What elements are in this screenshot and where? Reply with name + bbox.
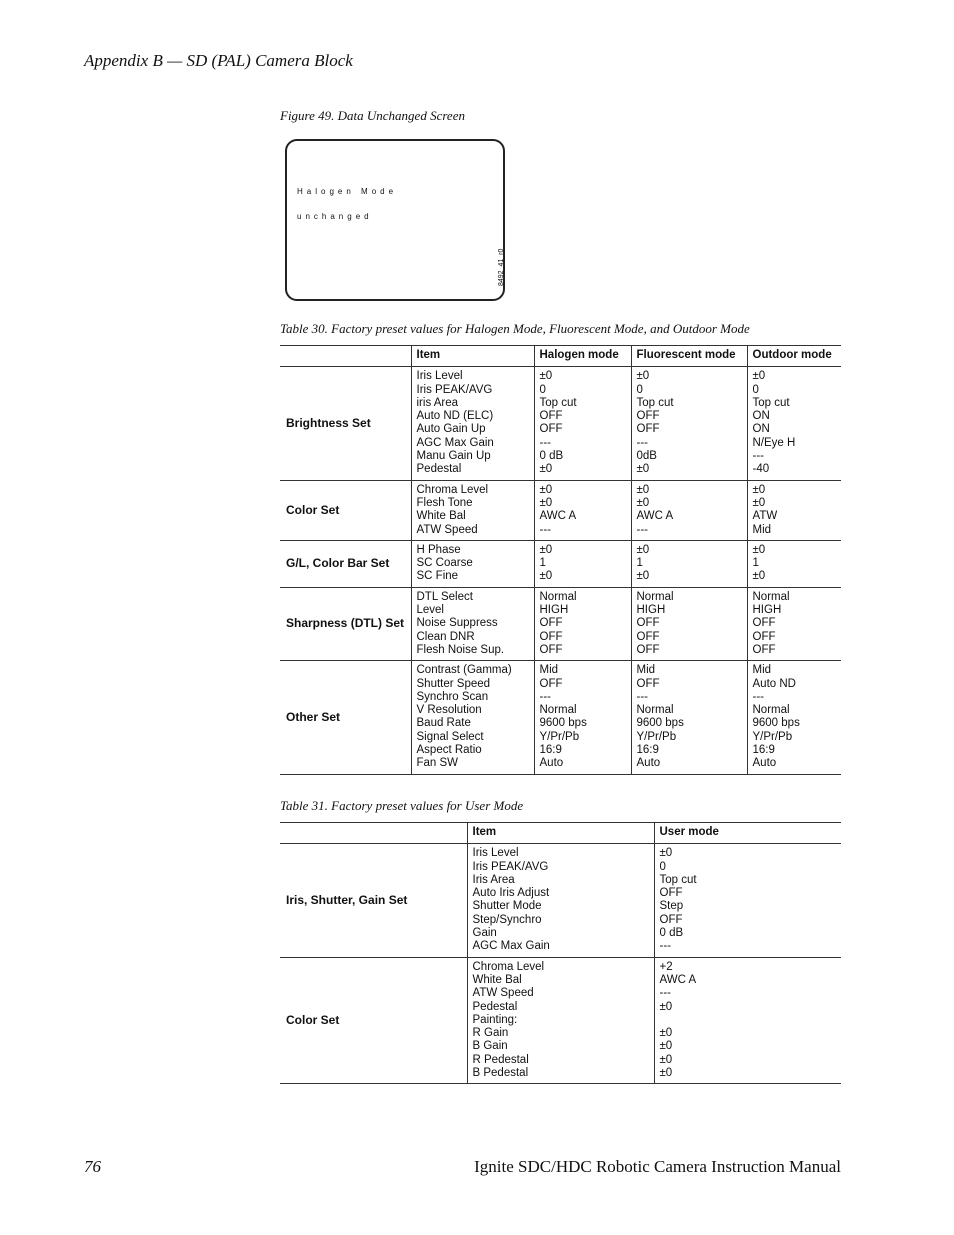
fluorescent-values: ±0 0 Top cut OFF OFF --- 0dB ±0	[631, 367, 747, 480]
screen-mode-text: Halogen Mode	[297, 187, 398, 196]
outdoor-values: ±0 0 Top cut ON ON N/Eye H --- -40	[747, 367, 841, 480]
halogen-values: Mid OFF --- Normal 9600 bps Y/Pr/Pb 16:9 Auto	[534, 661, 631, 774]
screen-status-text: unchanged	[297, 212, 373, 221]
header-cell: Halogen mode	[534, 346, 631, 367]
row-group-label: Iris, Shutter, Gain Set	[286, 892, 408, 907]
user-values: +2 AWC A --- ±0 ±0 ±0 ±0 ±0	[654, 957, 841, 1084]
table-row	[280, 661, 841, 774]
row-group-label: Sharpness (DTL) Set	[286, 616, 405, 631]
row-group-label: Other Set	[286, 709, 341, 724]
table-row	[280, 367, 841, 480]
data-unchanged-screen	[285, 139, 505, 301]
fluorescent-values: Mid OFF --- Normal 9600 bps Y/Pr/Pb 16:9 Auto	[631, 661, 747, 774]
row-group-label: G/L, Color Bar Set	[286, 556, 390, 571]
header-cell	[280, 823, 467, 844]
row-group-label: Color Set	[286, 1012, 340, 1027]
table-row	[280, 480, 841, 540]
halogen-values: Normal HIGH OFF OFF OFF	[534, 587, 631, 660]
running-head: Appendix B — SD (PAL) Camera Block	[84, 51, 353, 70]
fluorescent-values: ±0 1 ±0	[631, 540, 747, 587]
item-list: Chroma Level Flesh Tone White Bal ATW Speed	[411, 480, 534, 540]
fluorescent-values: ±0 ±0 AWC A ---	[631, 480, 747, 540]
outdoor-values: Normal HIGH OFF OFF OFF	[747, 587, 841, 660]
row-group-label: Brightness Set	[286, 415, 371, 430]
header-cell: Outdoor mode	[747, 346, 841, 367]
figure-code: 8492_41_r0	[498, 248, 505, 286]
item-list: Iris Level Iris PEAK/AVG Iris Area Auto Iris Adjust Shutter Mode Step/Synchro Gain AGC Max Gain	[467, 844, 654, 957]
header-cell	[280, 346, 411, 367]
table31-header-row	[280, 823, 841, 844]
table31-caption: Table 31. Factory preset values for User Mode	[280, 798, 524, 813]
item-list: Contrast (Gamma) Shutter Speed Synchro Scan V Resolution Baud Rate Signal Select Aspect Ratio Fan SW	[411, 661, 534, 774]
table30-header-row	[280, 346, 841, 367]
table-row	[280, 957, 841, 1084]
halogen-values: ±0 1 ±0	[534, 540, 631, 587]
table-row	[280, 540, 841, 587]
header-cell: Item	[467, 823, 654, 844]
table31	[280, 822, 841, 1084]
fluorescent-values: Normal HIGH OFF OFF OFF	[631, 587, 747, 660]
table-row	[280, 844, 841, 957]
outdoor-values: ±0 1 ±0	[747, 540, 841, 587]
book-title: Ignite SDC/HDC Robotic Camera Instruction Manual	[474, 1157, 841, 1176]
user-values: ±0 0 Top cut OFF Step OFF 0 dB ---	[654, 844, 841, 957]
header-cell: User mode	[654, 823, 841, 844]
outdoor-values: ±0 ±0 ATW Mid	[747, 480, 841, 540]
header-cell: Fluorescent mode	[631, 346, 747, 367]
halogen-values: ±0 ±0 AWC A ---	[534, 480, 631, 540]
outdoor-values: Mid Auto ND --- Normal 9600 bps Y/Pr/Pb 16:9 Auto	[747, 661, 841, 774]
page-number: 76	[84, 1157, 101, 1176]
item-list: H Phase SC Coarse SC Fine	[411, 540, 534, 587]
item-list: Iris Level Iris PEAK/AVG iris Area Auto ND (ELC) Auto Gain Up AGC Max Gain Manu Gain Up Pedestal	[411, 367, 534, 480]
table30-caption: Table 30. Factory preset values for Halogen Mode, Fluorescent Mode, and Outdoor Mode	[280, 321, 750, 336]
item-list: DTL Select Level Noise Suppress Clean DNR Flesh Noise Sup.	[411, 587, 534, 660]
header-cell: Item	[411, 346, 534, 367]
table30	[280, 345, 841, 775]
halogen-values: ±0 0 Top cut OFF OFF --- 0 dB ±0	[534, 367, 631, 480]
table-row	[280, 587, 841, 660]
item-list: Chroma Level White Bal ATW Speed Pedestal Painting: R Gain B Gain R Pedestal B Pedestal	[467, 957, 654, 1084]
row-group-label: Color Set	[286, 502, 340, 517]
figure-caption: Figure 49. Data Unchanged Screen	[280, 108, 465, 123]
